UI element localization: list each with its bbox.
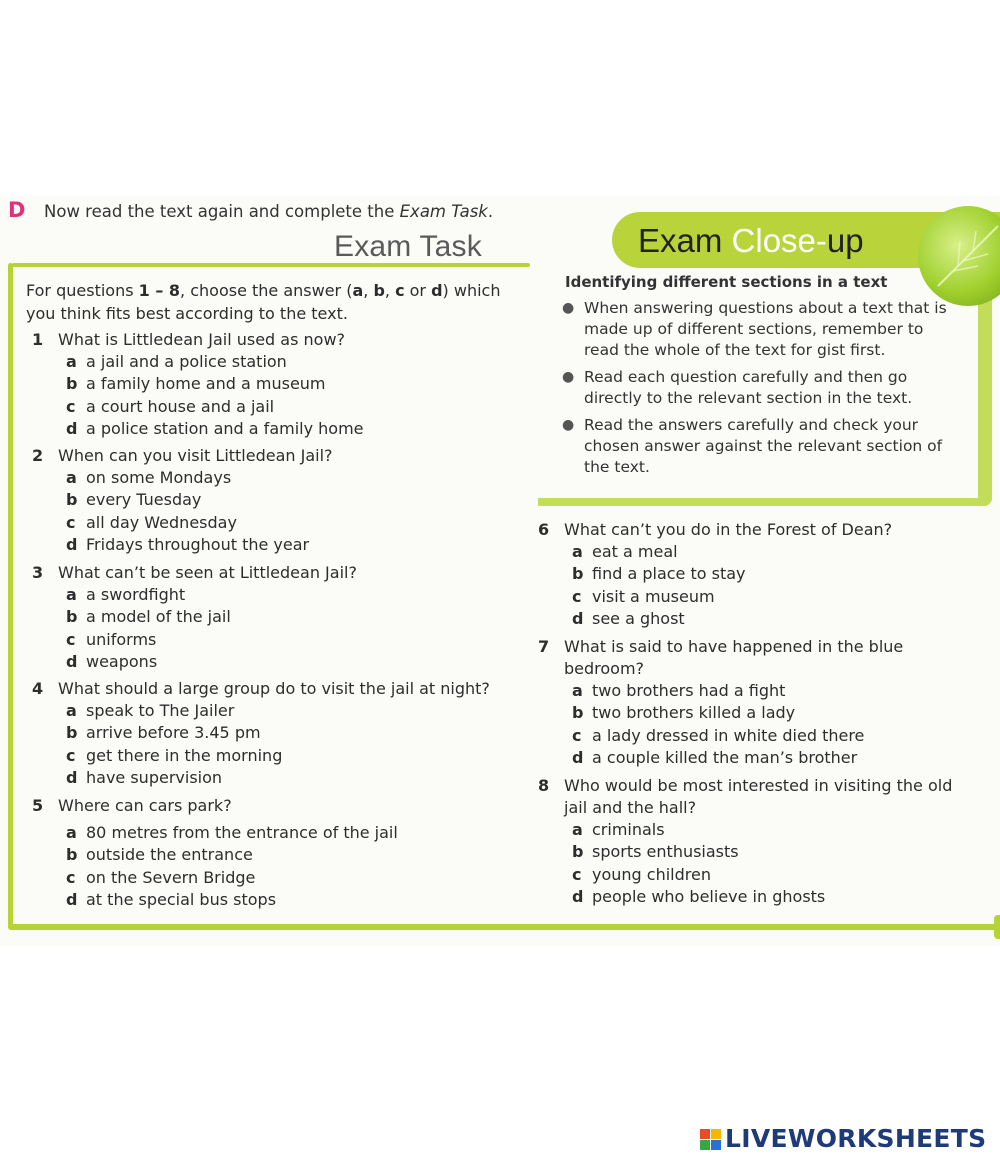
option-d[interactable]: d at the special bus stops <box>66 889 277 909</box>
option-b[interactable]: b a model of the jail <box>66 607 231 627</box>
option-a[interactable]: a a swordfight <box>66 585 186 604</box>
instruction-text: Now read the text again and complete the Exam Task. <box>44 202 494 221</box>
question-text: 3 What can’t be seen at Littledean Jail? <box>32 563 357 582</box>
closeup-heading: Identifying different sections in a text <box>565 273 888 291</box>
tip-item: ● Read each question carefully and then go directly to the relevant section in the text. <box>562 368 913 407</box>
option-d[interactable]: d a police station and a family home <box>66 418 364 438</box>
frame-bottom <box>8 924 1000 930</box>
option-b[interactable]: b a family home and a museum <box>66 374 326 394</box>
frame-right-stub <box>994 915 1000 939</box>
option-c[interactable]: c uniforms <box>66 629 157 649</box>
option-d[interactable]: d see a ghost <box>572 608 685 628</box>
option-a[interactable]: a criminals <box>572 820 665 839</box>
question-1 <box>32 329 512 440</box>
option-d[interactable]: d a couple killed the man’s brother <box>572 747 858 767</box>
option-c[interactable]: c on the Severn Bridge <box>66 867 256 887</box>
exam-task-title: Exam Task <box>334 230 482 263</box>
option-a[interactable]: a speak to The Jailer <box>66 701 235 720</box>
option-a[interactable]: a on some Mondays <box>66 468 232 487</box>
option-d[interactable]: d weapons <box>66 651 158 671</box>
question-3 <box>32 562 512 673</box>
option-c[interactable]: c a court house and a jail <box>66 396 275 416</box>
leaf-icon <box>918 206 1000 306</box>
question-7 <box>538 636 958 769</box>
tip-item: ● Read the answers carefully and check your chosen answer against the relevant section of the text. <box>562 416 943 476</box>
option-c[interactable]: c get there in the morning <box>66 745 283 765</box>
option-d[interactable]: d Fridays throughout the year <box>66 534 310 554</box>
option-b[interactable]: b outside the entrance <box>66 845 253 865</box>
question-text: 2 When can you visit Littledean Jail? <box>32 446 333 465</box>
closeup-tips <box>560 298 960 484</box>
task-intro: For questions 1 – 8, choose the answer (a, b, c or d) which you think fits best according to the text. <box>26 281 501 323</box>
question-6 <box>538 519 978 630</box>
option-a[interactable]: a eat a meal <box>572 542 678 561</box>
option-c[interactable]: c all day Wednesday <box>66 512 237 532</box>
option-a[interactable]: a 80 metres from the entrance of the jail <box>66 823 398 842</box>
tip-item: ● When answering questions about a text that is made up of different sections, remember to read the whole of the text for gist first. <box>562 299 947 359</box>
bullet-icon: ● <box>562 417 575 433</box>
question-text: 6 What can’t you do in the Forest of Dean? <box>538 520 893 539</box>
liveworksheets-logo-icon <box>700 1128 722 1150</box>
bullet-icon: ● <box>562 369 575 385</box>
option-a[interactable]: a a jail and a police station <box>66 352 287 371</box>
option-b[interactable]: b two brothers killed a lady <box>572 703 796 723</box>
option-b[interactable]: b arrive before 3.45 pm <box>66 723 261 743</box>
question-text: 7 What is said to have happened in the blue bedroom? <box>538 637 904 678</box>
question-8 <box>538 775 978 908</box>
watermark-text: LIVEWORKSHEETS <box>725 1124 987 1153</box>
question-text: 5 Where can cars park? <box>32 796 232 815</box>
bullet-icon: ● <box>562 300 575 316</box>
question-text: 1 What is Littledean Jail used as now? <box>32 330 346 349</box>
option-b[interactable]: b find a place to stay <box>572 564 746 584</box>
option-b[interactable]: b sports enthusiasts <box>572 842 739 862</box>
frame-top-left <box>12 263 530 267</box>
question-4 <box>32 678 522 789</box>
option-c[interactable]: c young children <box>572 864 711 884</box>
question-text: 4 What should a large group do to visit the jail at night? <box>32 679 490 698</box>
liveworksheets-watermark <box>700 1124 986 1153</box>
frame-left <box>8 263 13 928</box>
closeup-title: Exam Close-up <box>638 222 864 259</box>
option-d[interactable]: d people who believe in ghosts <box>572 886 826 906</box>
option-b[interactable]: b every Tuesday <box>66 490 202 510</box>
question-2 <box>32 445 512 556</box>
option-c[interactable]: c visit a museum <box>572 586 715 606</box>
section-letter: D <box>8 198 26 222</box>
option-a[interactable]: a two brothers had a fight <box>572 681 786 700</box>
question-text: 8 Who would be most interested in visiting the old jail and the hall? <box>538 776 953 817</box>
option-d[interactable]: d have supervision <box>66 767 223 787</box>
option-c[interactable]: c a lady dressed in white died there <box>572 725 865 745</box>
question-5 <box>32 795 512 911</box>
